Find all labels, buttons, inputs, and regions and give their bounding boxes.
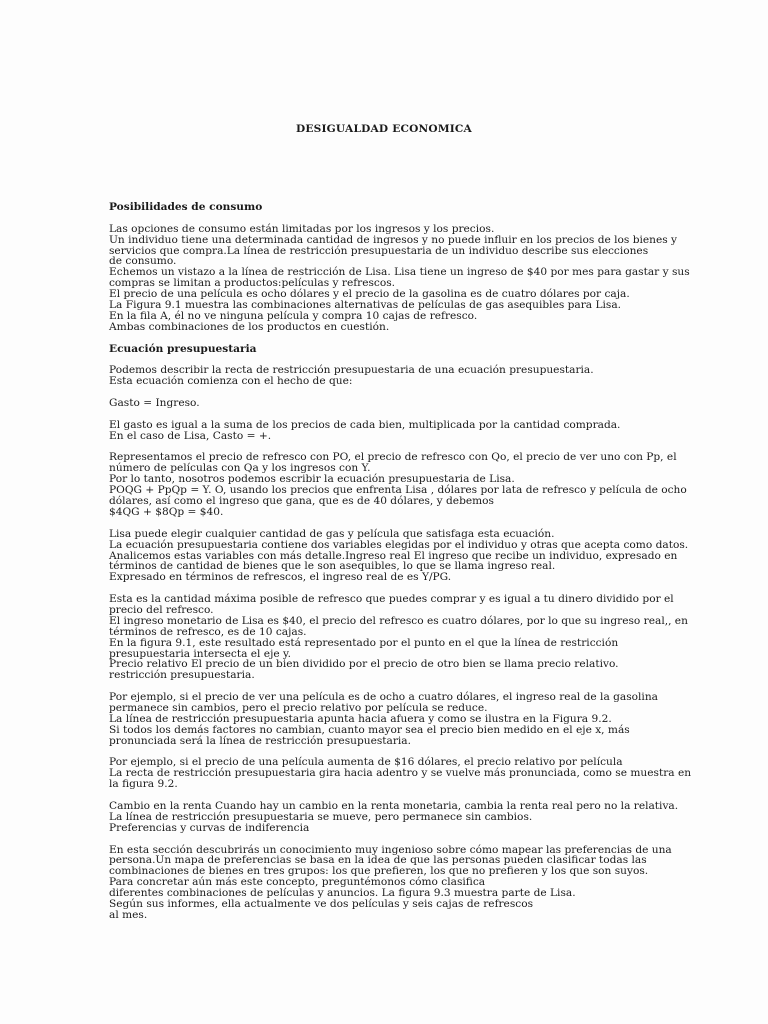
paragraph-gap xyxy=(109,834,669,845)
text-line: persona.Un mapa de preferencias se basa en la idea de que las personas pueden clasificar todas las xyxy=(109,854,647,867)
text-line: $4QG + $8Qp = $40. xyxy=(109,505,224,518)
text-line: Si todos los demás factores no cambian, cuanto mayor sea el precio bien medido en el eje x, más xyxy=(109,723,630,736)
text-line: dólares, así como el ingreso que gana, que es de 40 dólares, y debemos xyxy=(109,495,494,508)
document-title: DESIGUALDAD ECONOMICA xyxy=(296,123,472,135)
text-line: Por ejemplo, si el precio de una película aumenta de $16 dólares, el precio relativo por película xyxy=(109,756,623,769)
text-line: compras se limitan a productos:películas y refrescos. xyxy=(109,277,396,290)
text-line: de consumo. xyxy=(109,255,177,268)
text-line: Echemos un vistazo a la línea de restricción de Lisa. Lisa tiene un ingreso de $40 por mes para gastar y sus xyxy=(109,266,690,279)
text-line: número de películas con Qa y los ingresos con Y. xyxy=(109,462,371,475)
text-line: Podemos describir la recta de restricción presupuestaria de una ecuación presupuestaria. xyxy=(109,364,594,377)
text-line: El gasto es igual a la suma de los precios de cada bien, multiplicada por la cantidad comprada. xyxy=(109,418,621,431)
text-line: La Figura 9.1 muestra las combinaciones alternativas de películas de gas asequibles para Lisa. xyxy=(109,299,622,312)
text-line: Cambio en la renta Cuando hay un cambio en la renta monetaria, cambia la renta real pero no la relativa. xyxy=(109,799,679,812)
text-line: combinaciones de bienes en tres grupos: los que prefieren, los que no prefieren y los que son suyos. xyxy=(109,865,649,878)
paragraph-gap xyxy=(109,333,669,344)
text-line: presupuestaria intersecta el eje y. xyxy=(109,647,291,660)
text-line: En la fila A, él no ve ninguna película y compra 10 cajas de refresco. xyxy=(109,309,478,322)
text-line: POQG + PpQp = Y. O, usando los precios que enfrenta Lisa , dólares por lata de refresco y película de ocho xyxy=(109,484,687,497)
section-heading: Ecuación presupuestaria xyxy=(109,342,257,355)
section-heading: Posibilidades de consumo xyxy=(109,201,263,213)
text-line: El ingreso monetario de Lisa es $40, el precio del refresco es cuatro dólares, por lo que su ingreso real,, en xyxy=(109,614,688,627)
text-line: Ambas combinaciones de los productos en cuestión. xyxy=(109,320,390,333)
document-body xyxy=(109,201,692,921)
text-line: Representamos el precio de refresco con PO, el precio de refresco con Qo, el precio de ver uno con Pp, el xyxy=(109,451,677,464)
text-line: En la figura 9.1, este resultado está representado por el punto en el que la línea de restricción xyxy=(109,636,619,649)
text-line: Gasto = Ingreso. xyxy=(109,397,200,410)
text-line: La línea de restricción presupuestaria apunta hacia afuera y como se ilustra en la Figura 9.2. xyxy=(109,712,612,725)
text-line: Un individuo tiene una determinada cantidad de ingresos y no puede influir en los precios de los bienes y xyxy=(109,233,678,246)
text-line: Por lo tanto, nosotros podemos escribir la ecuación presupuestaria de Lisa. xyxy=(109,473,515,486)
text-line: Lisa puede elegir cualquier cantidad de gas y película que satisfaga esta ecuación. xyxy=(109,527,555,540)
text-line: Preferencias y curvas de indiferencia xyxy=(109,821,310,834)
text-line: al mes. xyxy=(109,908,148,921)
text-line: restricción presupuestaria. xyxy=(109,669,255,682)
text-line: La ecuación presupuestaria contiene dos variables elegidas por el individuo y otras que acepta como datos. xyxy=(109,538,689,551)
text-line: Analicemos estas variables con más detalle.Ingreso real El ingreso que recibe un individuo, expresado en xyxy=(109,549,678,562)
text-line: La recta de restricción presupuestaria gira hacia adentro y se vuelve más pronunciada, como se muestra en xyxy=(109,767,692,780)
text-line: servicios que compra.La línea de restricción presupuestaria de un individuo describe sus elecciones xyxy=(109,244,649,257)
text-line: diferentes combinaciones de películas y anuncios. La figura 9.3 muestra parte de Lisa. xyxy=(109,887,576,900)
text-line: pronunciada será la línea de restricción presupuestaria. xyxy=(109,734,411,747)
text-line: la figura 9.2. xyxy=(109,778,178,791)
text-line: Por ejemplo, si el precio de ver una película es de ocho a cuatro dólares, el ingreso real de la gasolina xyxy=(109,691,658,704)
text-line: El precio de una película es ocho dólares y el precio de la gasolina es de cuatro dólares por caja. xyxy=(109,288,630,301)
text-line: Precio relativo El precio de un bien dividido por el precio de otro bien se llama precio relativo. xyxy=(109,658,619,671)
text-line: términos de cantidad de bienes que le son asequibles, lo que se llama ingreso real. xyxy=(109,560,556,573)
text-line: Esta ecuación comienza con el hecho de que: xyxy=(109,375,353,388)
text-line: términos de refresco, es de 10 cajas. xyxy=(109,625,307,638)
text-line: Expresado en términos de refrescos, el ingreso real de es Y/PG. xyxy=(109,571,452,584)
text-line: En el caso de Lisa, Casto = +. xyxy=(109,429,272,442)
text-line: precio del refresco. xyxy=(109,603,214,616)
text-line: Según sus informes, ella actualmente ve dos películas y seis cajas de refrescos xyxy=(109,898,534,910)
text-line: permanece sin cambios, pero el precio relativo por película se reduce. xyxy=(109,701,488,714)
text-line: Esta es la cantidad máxima posible de refresco que puedes comprar y es igual a tu dinero dividido por el xyxy=(109,593,674,606)
text-line: En esta sección descubrirás un conocimiento muy ingenioso sobre cómo mapear las preferencias de una xyxy=(109,843,672,856)
text-line: Para concretar aún más este concepto, preguntémonos cómo clasifica xyxy=(109,876,486,889)
text-line: Las opciones de consumo están limitadas por los ingresos y los precios. xyxy=(109,222,495,235)
text-line: La línea de restricción presupuestaria se mueve, pero permanece sin cambios. xyxy=(109,810,533,823)
